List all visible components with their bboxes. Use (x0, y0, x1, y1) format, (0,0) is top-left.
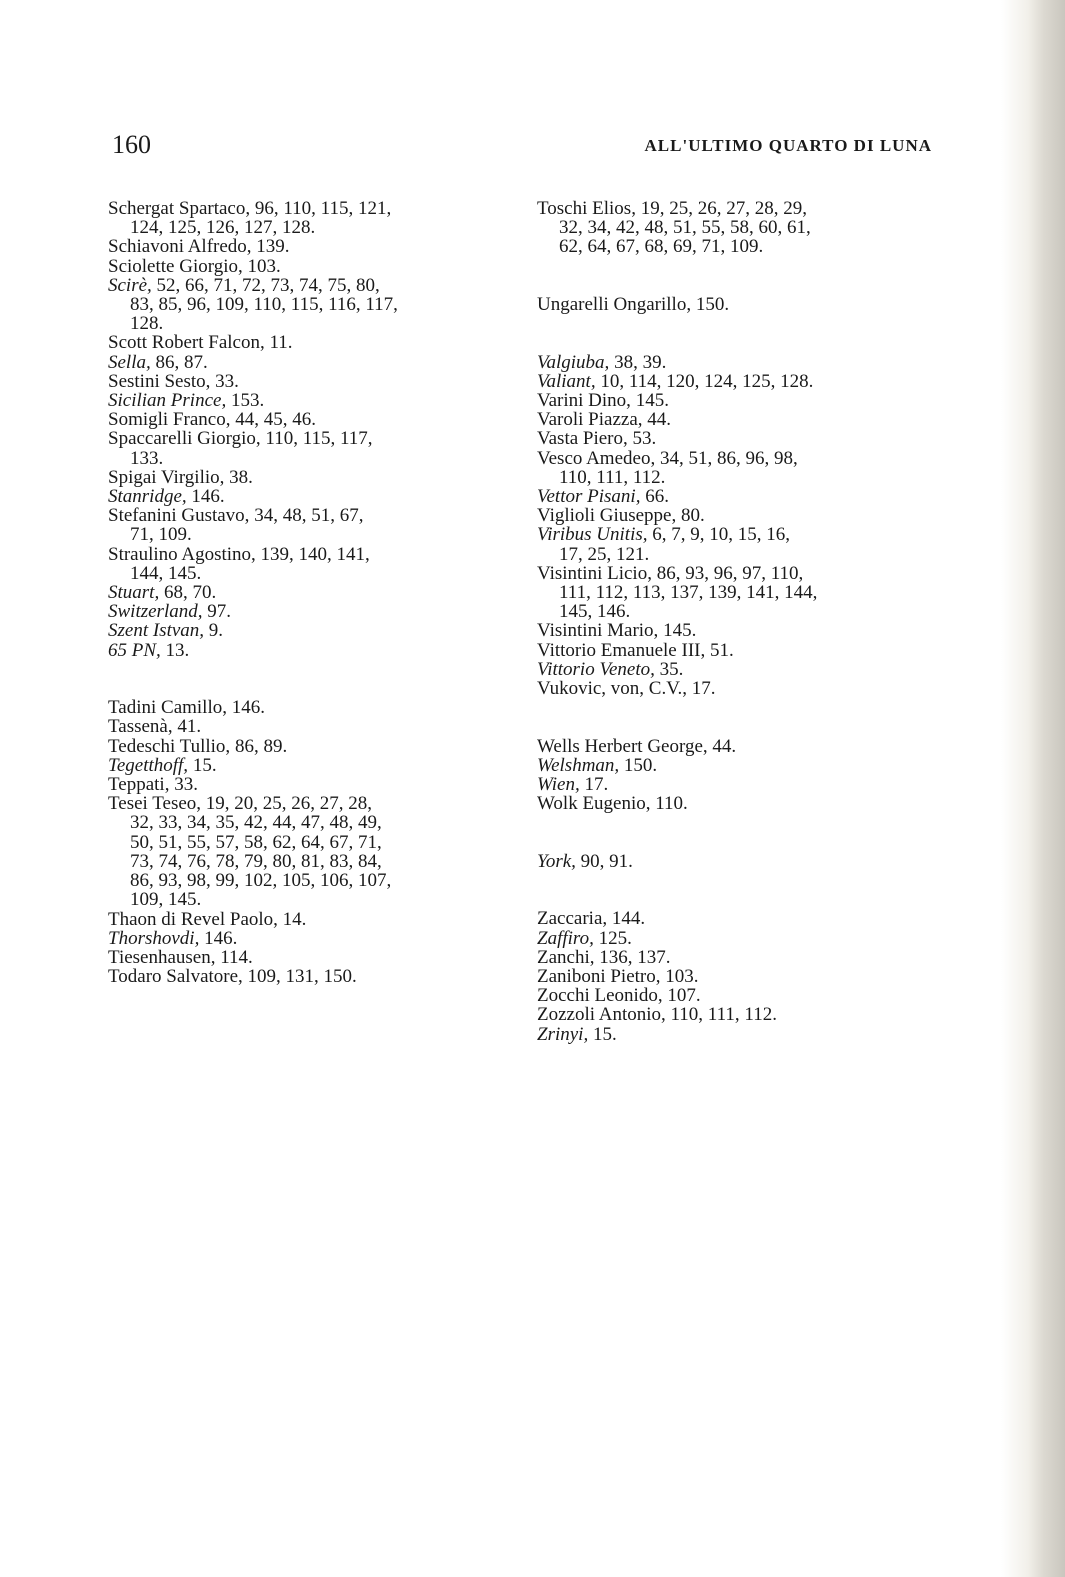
index-entry-pages: 33. (169, 774, 198, 796)
index-entry-pages: 150. (691, 294, 730, 315)
index-entry-pages: 80. (676, 505, 705, 527)
index-entry (537, 295, 947, 314)
index-entry-pages: 68, 70. (159, 582, 217, 604)
index-entry-name: Todaro Salvatore, (108, 966, 243, 988)
index-entry-name: Zaffiro, (537, 927, 594, 949)
index-entry-pages: 15. (588, 1023, 617, 1045)
index-entry-pages: 17. (579, 774, 609, 796)
index-entry-pages: 44. (642, 409, 672, 431)
index-entry (108, 602, 518, 621)
index-entry (108, 506, 518, 544)
index-entry-pages: 17, 25, 121. (559, 543, 650, 565)
page-number: 160 (112, 130, 151, 159)
index-entry (108, 487, 518, 506)
index-entry-pages: 124, 125, 126, 127, 128. (130, 217, 316, 239)
index-entry-name: Tiesenhausen, (108, 946, 216, 968)
index-entry-name: Scirè, (108, 274, 152, 296)
index-entry (108, 583, 518, 602)
index-entry-pages: 51. (705, 639, 734, 661)
index-entry (537, 449, 947, 487)
index-entry (108, 910, 518, 929)
index-entry (537, 391, 947, 410)
index-entry-pages: 145. (658, 620, 697, 642)
index-entry-name: York, (537, 850, 576, 872)
index-entry (108, 545, 518, 583)
index-entry-name: Stuart, (108, 582, 160, 604)
index-entry-pages: 6, 7, 9, 10, 15, 16, (647, 524, 790, 546)
index-entry-pages: 34, 51, 86, 96, 98, (655, 447, 798, 469)
page-header (112, 130, 932, 160)
index-entry-pages: 66. (640, 486, 669, 508)
index-entry-pages: 86, 89. (230, 735, 288, 757)
index-entry-pages: 41. (172, 716, 202, 738)
index-entry-name: Wien, (537, 774, 580, 796)
index-entry-pages: 110, 115, 117, (260, 428, 373, 450)
index-entry (537, 948, 947, 967)
index-entry-pages: 128. (130, 313, 164, 335)
index-entry (108, 794, 518, 909)
index-entry-name: Vesco Amedeo, (537, 447, 656, 469)
index-entry-name: Zanchi, (537, 946, 595, 968)
index-entry-pages: 50, 51, 55, 57, 58, 62, 64, 67, 71, (130, 831, 382, 853)
index-entry-pages: 9. (204, 620, 224, 642)
index-entry-name: Valgiuba, (537, 351, 610, 373)
index-entry-name: Zocchi Leonido, (537, 985, 663, 1007)
index-entry-name: Wells Herbert George, (537, 735, 708, 757)
index-entry-name: Vittorio Veneto, (537, 658, 655, 680)
index-entry (537, 199, 947, 257)
index-entry-pages: 103. (242, 255, 281, 277)
index-entry-pages: 86, 93, 96, 97, 110, (651, 562, 804, 584)
index-entry (537, 756, 947, 775)
index-entry-pages: 71, 109. (130, 524, 192, 546)
index-entry (537, 353, 947, 372)
index-entry (537, 986, 947, 1005)
section-gap (537, 698, 947, 736)
index-entry-name: Sicilian Prince, (108, 390, 227, 412)
index-entry-name: Zozzoli Antonio, (537, 1004, 666, 1026)
section-gap (108, 660, 518, 698)
index-entry (108, 237, 518, 256)
index-entry-name: Zaccaria, (537, 908, 608, 930)
index-entry (537, 909, 947, 928)
index-entry (108, 775, 518, 794)
index-column-right (537, 199, 947, 1044)
index-entry-name: Szent Istvan, (108, 620, 205, 642)
index-entry (537, 525, 947, 563)
index-entry-name: Ungarelli Ongarillo, (537, 294, 692, 315)
index-entry-pages: 110, 111, 112. (665, 1004, 777, 1026)
index-entry-pages: 17. (687, 678, 716, 700)
section-gap (537, 314, 947, 352)
index-entry (537, 1005, 947, 1024)
index-entry-pages: 44. (707, 735, 737, 757)
index-entry-name: Varini Dino, (537, 390, 631, 411)
index-entry (108, 353, 518, 372)
index-entry-pages: 19, 25, 26, 27, 28, 29, (635, 198, 807, 219)
index-entry (108, 199, 518, 237)
index-entry-name: Stefanini Gustavo, (108, 505, 250, 527)
index-entry (108, 756, 518, 775)
index-entry-pages: 96, 110, 115, 121, (250, 198, 392, 219)
index-entry-pages: 14. (277, 908, 307, 930)
index-entry (537, 564, 947, 622)
index-entry-pages: 107. (662, 985, 701, 1007)
index-entry-pages: 109, 131, 150. (242, 966, 357, 988)
index-entry-pages: 136, 137. (594, 946, 671, 968)
index-entry-name: Wolk Eugenio, (537, 793, 651, 815)
index-entry-pages: 114. (215, 946, 253, 968)
index-entry-pages: 32, 33, 34, 35, 42, 44, 47, 48, 49, (130, 812, 382, 834)
index-entry (537, 660, 947, 679)
index-entry-pages: 146. (199, 927, 238, 949)
index-entry-name: Scott Robert Falcon, (108, 332, 265, 354)
index-entry (108, 698, 518, 717)
index-entry-pages: 33. (210, 370, 239, 392)
index-entry (537, 794, 947, 813)
index-entry-name: Vukovic, von, C.V., (537, 678, 687, 700)
index-entry-name: Visintini Mario, (537, 620, 659, 642)
index-entry-pages: 90, 91. (575, 850, 633, 872)
index-entry-name: Schergat Spartaco, (108, 198, 251, 219)
index-entry-pages: 139, 140, 141, (255, 543, 370, 565)
index-entry-pages: 109, 145. (130, 889, 202, 911)
index-entry-name: Spigai Virgilio, (108, 466, 225, 488)
index-entry (108, 621, 518, 640)
index-entry-pages: 144. (607, 908, 646, 930)
index-entry-name: Spaccarelli Giorgio, (108, 428, 261, 450)
index-entry-name: Teppati, (108, 774, 170, 796)
index-entry (108, 410, 518, 429)
index-entry-pages: 145, 146. (559, 601, 631, 623)
index-entry (537, 641, 947, 660)
index-entry-pages: 11. (264, 332, 293, 354)
index-entry-name: Zaniboni Pietro, (537, 966, 661, 988)
index-entry-pages: 44, 45, 46. (230, 409, 316, 431)
index-entry (537, 1025, 947, 1044)
index-entry-pages: 62, 64, 67, 68, 69, 71, 109. (559, 236, 764, 258)
index-entry-pages: 133. (130, 447, 164, 469)
index-entry-name: Varoli Piazza, (537, 409, 643, 431)
index-entry-pages: 15. (188, 754, 217, 776)
index-entry-name: Thaon di Revel Paolo, (108, 908, 278, 930)
index-entry-pages: 32, 34, 42, 48, 51, 55, 58, 60, 61, (559, 217, 811, 239)
index-entry-name: Sciolette Giorgio, (108, 255, 243, 277)
index-entry (537, 372, 947, 391)
index-column-left (108, 199, 518, 986)
index-entry-name: Visintini Licio, (537, 562, 652, 584)
index-entry-name: Stanridge, (108, 486, 187, 508)
index-entry (108, 429, 518, 467)
index-entry-name: Valiant, (537, 370, 596, 392)
index-entry (537, 621, 947, 640)
index-entry (537, 410, 947, 429)
index-entry-pages: 146. (227, 697, 265, 719)
index-entry-pages: 146. (186, 486, 225, 508)
index-entry-name: Tadini Camillo, (108, 697, 227, 719)
index-entry (537, 852, 947, 871)
index-entry-pages: 73, 74, 76, 78, 79, 80, 81, 83, 84, (130, 850, 382, 872)
index-entry-name: Tesei Teseo, (108, 793, 202, 815)
index-entry-name: Thorshovdi, (108, 927, 200, 949)
index-entry-name: Vittorio Emanuele III, (537, 639, 706, 661)
index-entry-pages: 139. (251, 236, 290, 258)
index-entry-name: Sestini Sesto, (108, 370, 211, 392)
index-entry-pages: 38, 39. (609, 351, 667, 373)
index-entry-pages: 34, 48, 51, 67, (249, 505, 364, 527)
index-entry (108, 929, 518, 948)
index-entry-name: Tegetthoff, (108, 754, 189, 776)
index-entry-name: Sella, (108, 351, 151, 373)
index-entry-pages: 83, 85, 96, 109, 110, 115, 116, 117, (130, 294, 398, 316)
index-entry (108, 391, 518, 410)
index-entry (537, 775, 947, 794)
index-entry-name: Tedeschi Tullio, (108, 735, 231, 757)
index-entry-name: Viglioli Giuseppe, (537, 505, 677, 527)
index-entry (537, 929, 947, 948)
index-entry-pages: 110. (650, 793, 688, 815)
index-entry-name: Vettor Pisani, (537, 486, 641, 508)
index-entry (537, 506, 947, 525)
index-entry (108, 372, 518, 391)
running-title: ALL'ULTIMO QUARTO DI LUNA (644, 136, 932, 155)
index-entry (537, 679, 947, 698)
index-entry (108, 641, 518, 660)
index-entry-name: Straulino Agostino, (108, 543, 256, 565)
index-entry (108, 737, 518, 756)
index-entry-pages: 144, 145. (130, 562, 202, 584)
index-entry (108, 717, 518, 736)
index-entry-pages: 86, 87. (150, 351, 208, 373)
index-entry-pages: 145. (630, 390, 669, 411)
index-entry-name: 65 PN, (108, 639, 161, 661)
index-entry (108, 276, 518, 334)
index-entry-name: Welshman, (537, 754, 620, 776)
index-entry-pages: 10, 114, 120, 124, 125, 128. (595, 370, 814, 392)
index-entry (537, 967, 947, 986)
index-entry-name: Zrinyi, (537, 1023, 589, 1045)
index-entry-pages: 35. (654, 658, 684, 680)
index-entry-pages: 125. (593, 927, 632, 949)
index-entry-name: Somigli Franco, (108, 409, 231, 431)
index-entry-name: Schiavoni Alfredo, (108, 236, 252, 258)
index-entry-name: Tassenà, (108, 716, 173, 738)
index-entry (108, 333, 518, 352)
index-entry-name: Viribus Unitis, (537, 524, 648, 546)
index-entry-pages: 13. (160, 639, 190, 661)
index-entry-pages: 153. (226, 390, 265, 412)
section-gap (537, 871, 947, 909)
index-entry-pages: 111, 112, 113, 137, 139, 141, 144, (559, 582, 818, 604)
index-entry (108, 967, 518, 986)
section-gap (537, 257, 947, 295)
index-entry-name: Vasta Piero, (537, 428, 628, 450)
index-entry-pages: 19, 20, 25, 26, 27, 28, (201, 793, 373, 815)
index-entry-pages: 103. (660, 966, 699, 988)
index-entry-name: Switzerland, (108, 601, 203, 623)
index-entry-pages: 110, 111, 112. (559, 466, 666, 488)
index-entry-pages: 150. (619, 754, 658, 776)
index-entry (537, 487, 947, 506)
index-entry-pages: 52, 66, 71, 72, 73, 74, 75, 80, (151, 274, 380, 296)
index-entry-pages: 38. (224, 466, 253, 488)
index-entry-pages: 97. (202, 601, 231, 623)
section-gap (537, 813, 947, 851)
index-entry-pages: 53. (627, 428, 657, 450)
index-entry (108, 257, 518, 276)
index-entry-name: Toschi Elios, (537, 198, 636, 219)
index-entry-pages: 86, 93, 98, 99, 102, 105, 106, 107, (130, 870, 392, 892)
index-entry (537, 737, 947, 756)
index-entry (108, 948, 518, 967)
index-entry (537, 429, 947, 448)
index-entry (108, 468, 518, 487)
